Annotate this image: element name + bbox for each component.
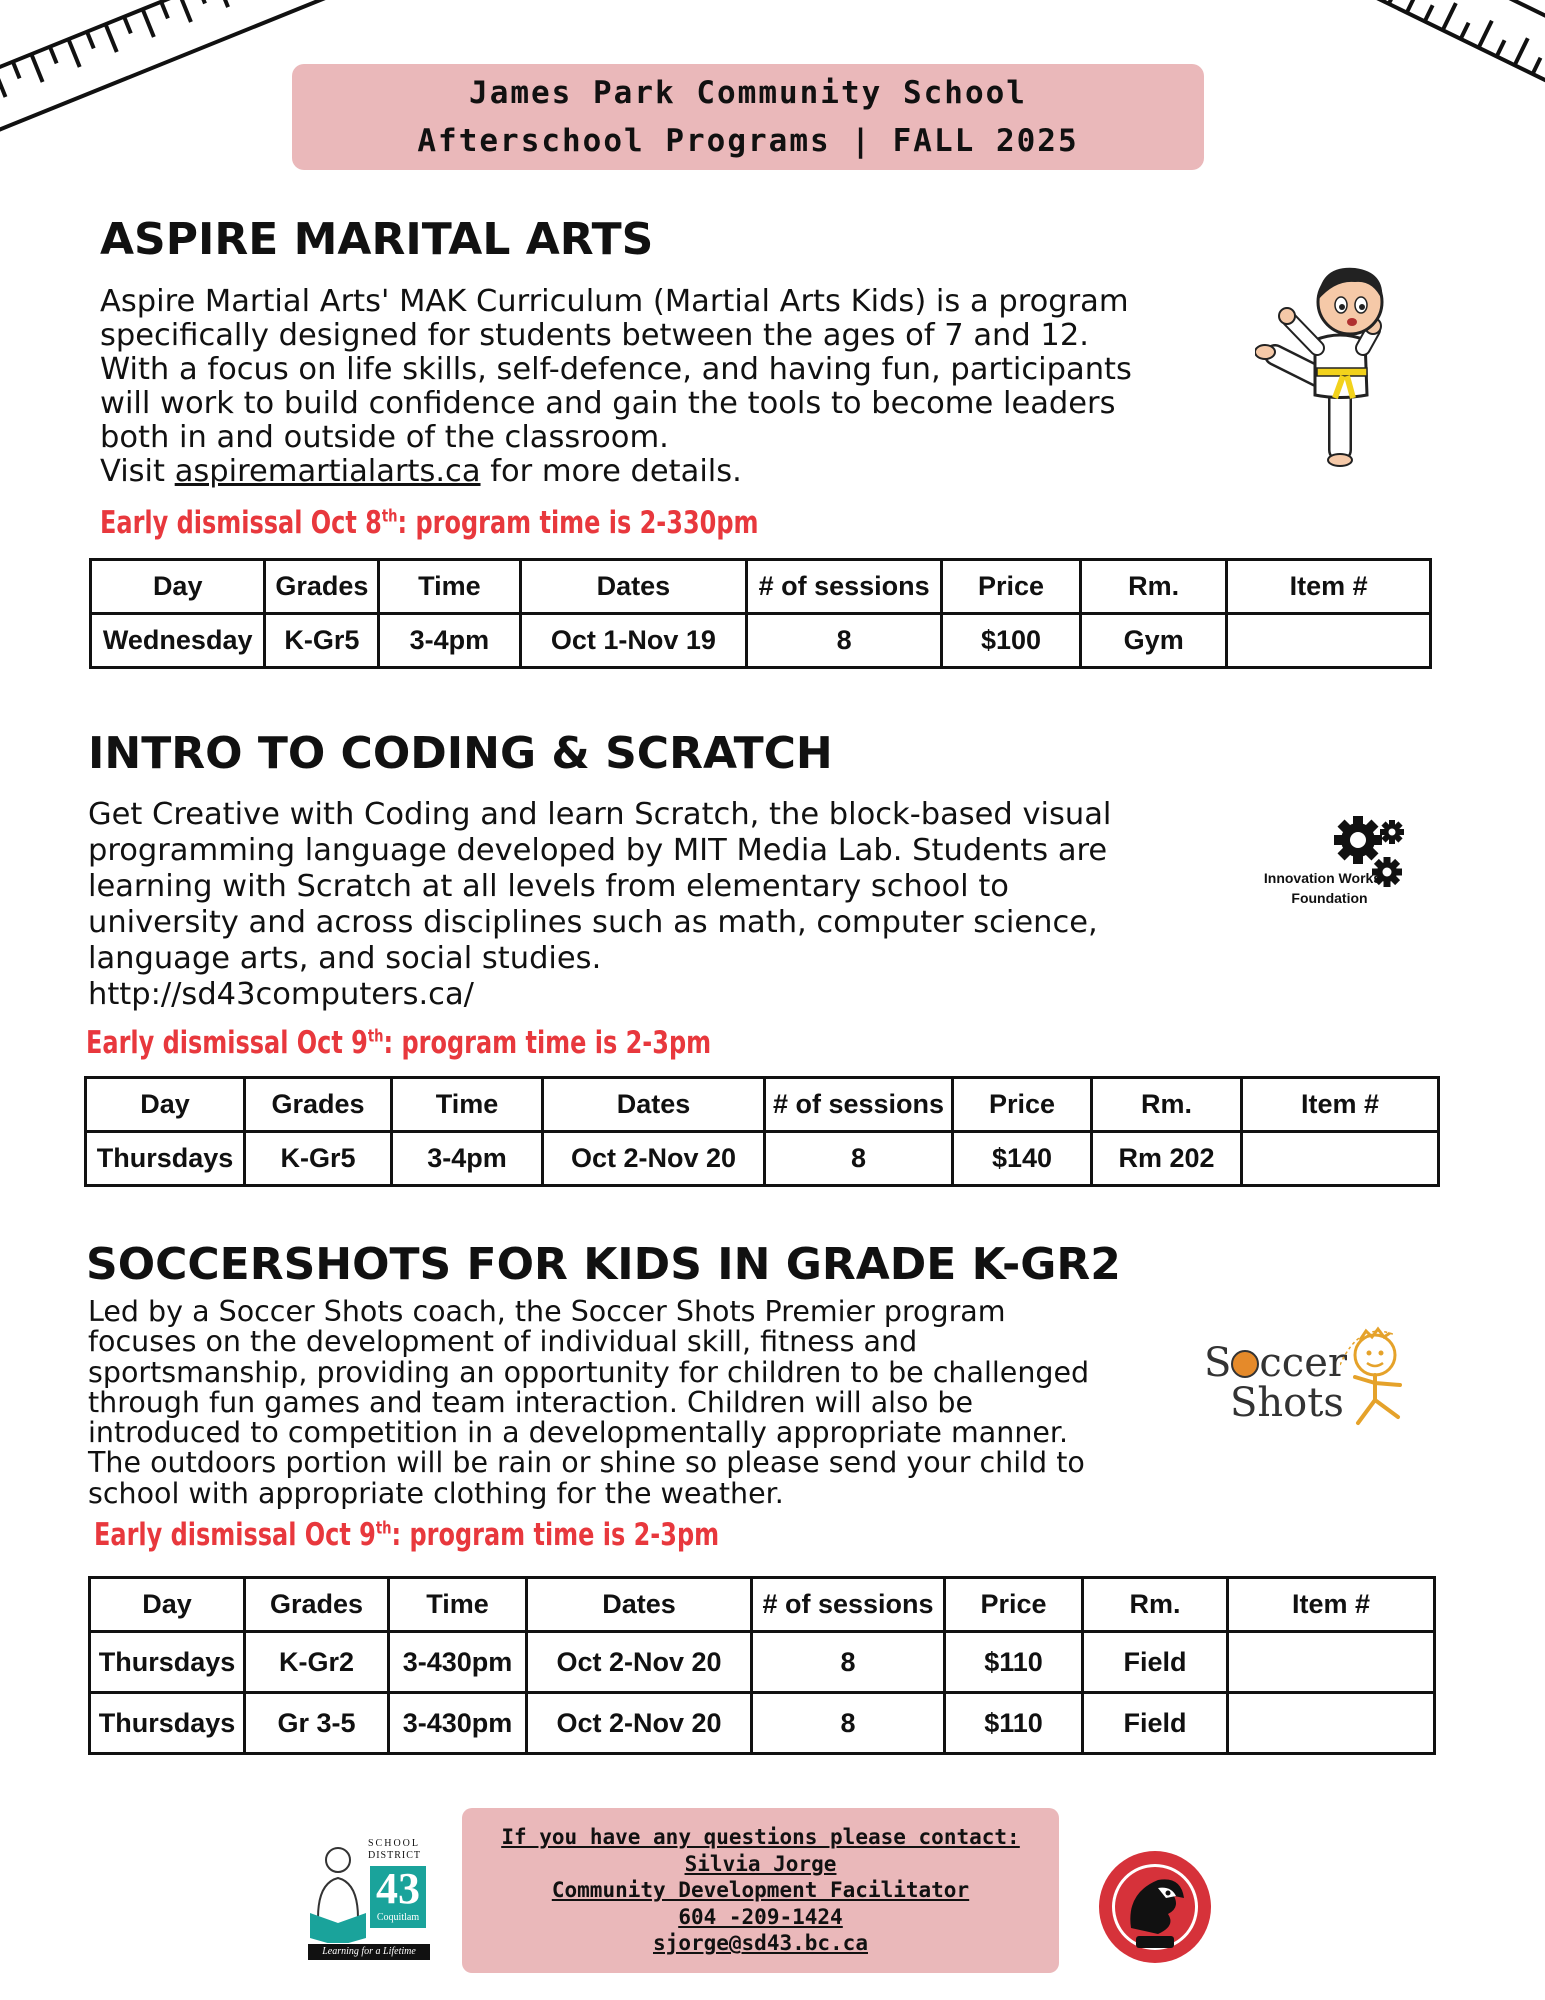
cell-sessions: 8 bbox=[752, 1632, 945, 1693]
james-park-eagle-badge bbox=[1096, 1848, 1214, 1966]
column-header-time: Time bbox=[392, 1078, 543, 1132]
description-line: both in and outside of the classroom. bbox=[100, 420, 669, 455]
soccershots-description bbox=[88, 1297, 1089, 1509]
table-header-row bbox=[90, 1578, 1435, 1632]
cell-room: Rm 202 bbox=[1092, 1132, 1242, 1186]
contact-role: Community Development Facilitator bbox=[551, 1878, 970, 1903]
martial-arts-schedule-table bbox=[89, 558, 1432, 669]
cell-price: $140 bbox=[953, 1132, 1092, 1186]
logo-text: Innovation Works Foundation bbox=[1263, 870, 1382, 906]
header-program-term: Afterschool Programs | FALL 2025 bbox=[417, 123, 1079, 159]
column-header-price: Price bbox=[941, 560, 1080, 614]
column-header-item: Item # bbox=[1227, 560, 1431, 614]
contact-name: Silvia Jorge bbox=[684, 1851, 837, 1876]
cell-item-number bbox=[1227, 614, 1431, 668]
cell-dates: Oct 1-Nov 19 bbox=[520, 614, 747, 668]
column-header-sessions: # of sessions bbox=[765, 1078, 953, 1132]
sd43-computers-link[interactable]: http://sd43computers.ca/ bbox=[88, 977, 474, 1012]
cell-grades: K-Gr2 bbox=[245, 1632, 389, 1693]
column-header-price: Price bbox=[953, 1078, 1092, 1132]
contact-heading: If you have any questions please contact: bbox=[501, 1825, 1020, 1850]
column-header-sessions: # of sessions bbox=[747, 560, 942, 614]
contact-email[interactable]: sjorge@sd43.bc.ca bbox=[653, 1931, 868, 1956]
column-header-room: Rm. bbox=[1083, 1578, 1228, 1632]
cell-dates: Oct 2-Nov 20 bbox=[543, 1132, 765, 1186]
cell-price: $100 bbox=[941, 614, 1080, 668]
page-header bbox=[292, 64, 1204, 170]
column-header-grades: Grades bbox=[245, 1078, 392, 1132]
column-header-grades: Grades bbox=[245, 1578, 389, 1632]
visit-line bbox=[100, 455, 1132, 489]
cell-item-number bbox=[1242, 1132, 1439, 1186]
column-header-room: Rm. bbox=[1092, 1078, 1242, 1132]
cell-sessions: 8 bbox=[765, 1132, 953, 1186]
cell-day: Thursdays bbox=[86, 1132, 245, 1186]
column-header-day: Day bbox=[86, 1078, 245, 1132]
description-line: language arts, and social studies. bbox=[88, 941, 602, 976]
column-header-day: Day bbox=[91, 560, 265, 614]
reader-figure-icon bbox=[308, 1838, 368, 1943]
description-line: specifically designed for students between the ages of 7 and 12. bbox=[100, 318, 1089, 353]
description-line: Aspire Martial Arts' MAK Curriculum (Martial Arts Kids) is a program bbox=[100, 284, 1129, 319]
table-row bbox=[90, 1693, 1435, 1754]
cell-room: Field bbox=[1083, 1693, 1228, 1754]
cartoon-kid-icon bbox=[1340, 1325, 1420, 1430]
ruler-right-decoration bbox=[1220, 0, 1545, 180]
section-title-martial-arts: ASPIRE MARITAL ARTS bbox=[100, 214, 654, 265]
logo-wordmark: S ccer Shots bbox=[1204, 1340, 1348, 1426]
soccershots-schedule-table bbox=[88, 1576, 1436, 1755]
coding-description bbox=[88, 797, 1111, 1013]
description-line: learning with Scratch at all levels from elementary school to bbox=[88, 869, 1009, 904]
coding-schedule-table bbox=[84, 1076, 1440, 1187]
sd43-tagline: Learning for a Lifetime bbox=[308, 1944, 430, 1960]
description-line: school with appropriate clothing for the weather. bbox=[88, 1476, 784, 1510]
column-header-grades: Grades bbox=[265, 560, 379, 614]
column-header-dates: Dates bbox=[527, 1578, 752, 1632]
column-header-time: Time bbox=[379, 560, 520, 614]
cell-time: 3-4pm bbox=[392, 1132, 543, 1186]
description-line: The outdoors portion will be rain or shine so please send your child to bbox=[88, 1446, 1085, 1480]
table-header-row bbox=[86, 1078, 1439, 1132]
description-line: university and across disciplines such as math, computer science, bbox=[88, 905, 1098, 940]
column-header-room: Rm. bbox=[1081, 560, 1227, 614]
description-line: focuses on the development of individual skill, fitness and bbox=[88, 1325, 918, 1359]
cell-price: $110 bbox=[945, 1693, 1083, 1754]
cell-room: Field bbox=[1083, 1632, 1228, 1693]
column-header-sessions: # of sessions bbox=[752, 1578, 945, 1632]
cell-grades: K-Gr5 bbox=[265, 614, 379, 668]
cell-item-number bbox=[1228, 1693, 1435, 1754]
cell-sessions: 8 bbox=[752, 1693, 945, 1754]
soccer-shots-logo bbox=[1200, 1315, 1420, 1430]
sd43-number-box: 43 Coquitlam bbox=[370, 1866, 426, 1928]
description-line: Get Creative with Coding and learn Scratch, the block-based visual bbox=[88, 797, 1112, 832]
cell-day: Wednesday bbox=[91, 614, 265, 668]
visit-suffix: for more details. bbox=[480, 454, 742, 489]
innovation-works-logo bbox=[1235, 800, 1415, 920]
cell-time: 3-4pm bbox=[379, 614, 520, 668]
karate-kid-illustration bbox=[1255, 260, 1425, 470]
visit-prefix: Visit bbox=[100, 454, 175, 489]
cell-item-number bbox=[1228, 1632, 1435, 1693]
description-line: With a focus on life skills, self-defence, and having fun, participants bbox=[100, 352, 1132, 387]
cell-day: Thursdays bbox=[90, 1632, 245, 1693]
cell-price: $110 bbox=[945, 1632, 1083, 1693]
column-header-dates: Dates bbox=[543, 1078, 765, 1132]
column-header-item: Item # bbox=[1242, 1078, 1439, 1132]
header-school-name: James Park Community School bbox=[469, 75, 1027, 111]
cell-grades: K-Gr5 bbox=[245, 1132, 392, 1186]
section-title-soccershots: SOCCERSHOTS FOR KIDS IN GRADE K-GR2 bbox=[86, 1239, 1121, 1290]
soccer-ball-icon bbox=[1231, 1350, 1259, 1378]
column-header-day: Day bbox=[90, 1578, 245, 1632]
description-line: sportsmanship, providing an opportunity for children to be challenged bbox=[88, 1355, 1090, 1389]
cell-sessions: 8 bbox=[747, 614, 942, 668]
table-header-row bbox=[91, 560, 1431, 614]
cell-time: 3-430pm bbox=[389, 1632, 527, 1693]
cell-grades: Gr 3-5 bbox=[245, 1693, 389, 1754]
column-header-dates: Dates bbox=[520, 560, 747, 614]
cell-day: Thursdays bbox=[90, 1693, 245, 1754]
description-line: will work to build confidence and gain the tools to become leaders bbox=[100, 386, 1116, 421]
contact-info-box bbox=[462, 1808, 1059, 1973]
contact-phone[interactable]: 604 -209-1424 bbox=[678, 1904, 843, 1929]
column-header-price: Price bbox=[945, 1578, 1083, 1632]
description-line: programming language developed by MIT Media Lab. Students are bbox=[88, 833, 1108, 868]
description-line: introduced to competition in a developmentally appropriate manner. bbox=[88, 1416, 1069, 1450]
description-line: through fun games and team interaction. Children will also be bbox=[88, 1385, 974, 1419]
aspire-website-link[interactable]: aspiremartialarts.ca bbox=[174, 454, 481, 489]
sd43-school-label: SCHOOL bbox=[368, 1838, 421, 1849]
martial-arts-description bbox=[100, 285, 1132, 489]
cell-dates: Oct 2-Nov 20 bbox=[527, 1632, 752, 1693]
description-line: Led by a Soccer Shots coach, the Soccer Shots Premier program bbox=[88, 1295, 1006, 1328]
early-dismissal-note: Early dismissal Oct 9th: program time is 2-3pm bbox=[94, 1517, 720, 1553]
sd43-logo bbox=[308, 1838, 432, 1962]
early-dismissal-note: Early dismissal Oct 9th: program time is 2-3pm bbox=[86, 1025, 712, 1061]
column-header-time: Time bbox=[389, 1578, 527, 1632]
sd43-district-label: DISTRICT bbox=[368, 1850, 421, 1861]
column-header-item: Item # bbox=[1228, 1578, 1435, 1632]
cell-room: Gym bbox=[1081, 614, 1227, 668]
table-row bbox=[91, 614, 1431, 668]
table-row bbox=[90, 1632, 1435, 1693]
section-title-coding: INTRO TO CODING & SCRATCH bbox=[88, 728, 833, 779]
early-dismissal-note: Early dismissal Oct 8th: program time is 2-330pm bbox=[100, 505, 759, 541]
table-row bbox=[86, 1132, 1439, 1186]
cell-dates: Oct 2-Nov 20 bbox=[527, 1693, 752, 1754]
cell-time: 3-430pm bbox=[389, 1693, 527, 1754]
